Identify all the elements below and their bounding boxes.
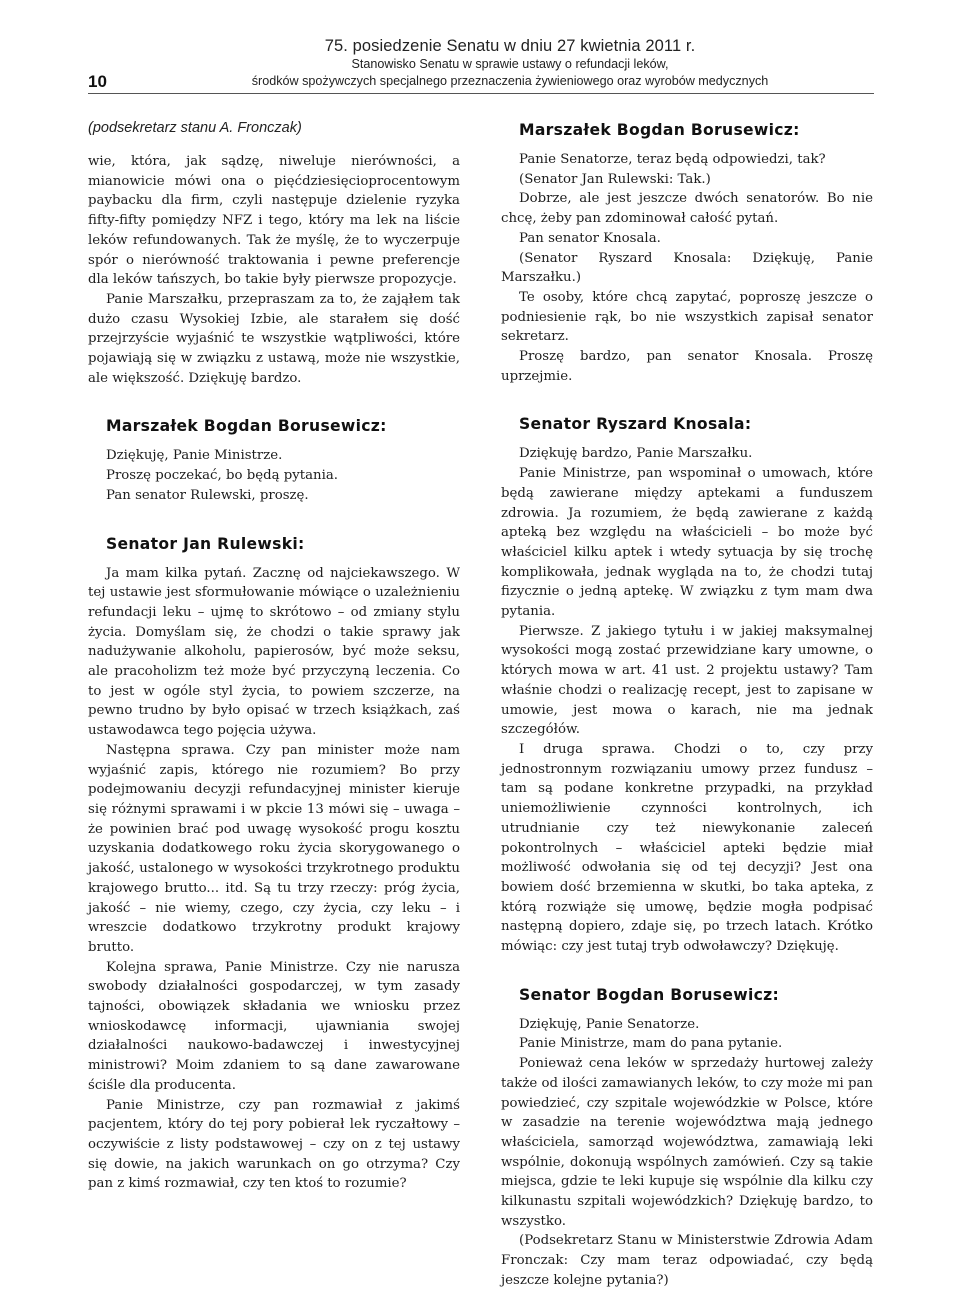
speaker-heading: Senator Ryszard Knosala: xyxy=(519,415,752,434)
running-header xyxy=(150,36,870,90)
paragraph: Dziękuję, Panie Ministrze. xyxy=(106,448,283,464)
paragraph: Kolejna sprawa, Panie Ministrze. Czy nie narusza swobody działalności gospodarczej, w tym zasady tajności, obowiązek składania we wniosku przez wnioskodawcę informacji, ujawniania swojej działalności naukowo-badawczej i inwestycyjnej ministrowi? Moim zdaniem to są dane zawarowane ściśle dla producenta. xyxy=(88,959,460,1093)
speaker-heading: Senator Bogdan Borusewicz: xyxy=(519,985,780,1004)
right-column xyxy=(501,118,873,1291)
page-number: 10 xyxy=(88,72,107,91)
paragraph: Dziękuję bardzo, Panie Marszałku. xyxy=(519,446,753,462)
paragraph: Dziękuję, Panie Senatorze. xyxy=(519,1016,700,1032)
paragraph: Panie Ministrze, czy pan rozmawiał z jakimś pacjentem, który do tej pory pobierał lek ryczałtowy – oczywiście z listy podstawowej – czy on z tej ustawy się dowie, na jakich warunkach on go otrzyma? Czy pan z kimś rozmawiał, czy ten ktoś to rozumie? xyxy=(88,1097,460,1192)
speaker-heading: Marszałek Bogdan Borusewicz: xyxy=(519,121,800,139)
paragraph: Ja mam kilka pytań. Zacznę od najciekawszego. W tej ustawie jest sformułowanie mówiące o uzależnieniu refundacji leku – ujmę to skrótowo – od zmiany stylu życia. Domyślam się, że chodzi o takie sprawy jak nadużywanie alkoholu, papierosów, być może seksu, ale pracoholizm też może być przyczyną leczenia. Co to jest w ogóle styl życia, to powiem szczerze, na pewno trudno by było opisać w trzech książkach, zaś ustawodawca tego pojęcia używa. xyxy=(88,565,460,739)
paragraph: (Podsekretarz Stanu w Ministerstwie Zdrowia Adam Fronczak: Czy mam teraz odpowiadać, czy będą jeszcze kolejne pytania?) xyxy=(501,1233,873,1288)
paragraph: (Senator Ryszard Knosala: Dziękuję, Panie Marszałku.) xyxy=(501,250,873,286)
paragraph: Panie Marszałku, przepraszam za to, że zająłem tak dużo czasu Wysokiej Izbie, ale starałem się dość przejrzyście wyjaśnić te wszystkie wątpliwości, które pojawiają się w związku z ustawą, może nie wszystkie, ale większość. Dziękuję bardzo. xyxy=(88,291,460,386)
paragraph: I druga sprawa. Chodzi o to, czy przy jednostronnym rozwiązaniu umowy przez fundusz – tam są podane konkretne przypadki, na przykład uniemożliwienie czynności kontrolnych, ich utrudnianie czy też niewykonanie zaleceń pokontrolnych – właściciel apteki będzie miał możliwość odwołania się od tej decyzji? Jest ona bowiem dość brzemienna w skutki, bo taka apteka, z którą rozwiąże się umowę, będzie mogła podpisać następną dopiero, zdaje się, po trzech latach. Krótko mówiąc: czy jest tutaj tryb odwoławczy? Dziękuję. xyxy=(501,741,873,955)
paragraph: (Senator Jan Rulewski: Tak.) xyxy=(519,171,711,187)
paragraph: Proszę poczekać, bo będą pytania. xyxy=(106,468,339,484)
paragraph: Proszę bardzo, pan senator Knosala. Proszę uprzejmie. xyxy=(501,349,873,384)
header-rule xyxy=(88,93,874,94)
header-subtitle-2: środków spożywczych specjalnego przeznaczenia żywieniowego oraz wyrobów medycznych xyxy=(251,74,769,88)
paragraph: Pan senator Knosala. xyxy=(519,230,661,246)
speaker-heading: Senator Jan Rulewski: xyxy=(106,534,305,553)
paragraph: wie, która, jak sądzę, niweluje nierówności, a mianowicie mówi ona o pięćdziesięcioprocentowym paybacku dla firm, czyli następuje dzielenie ryzyka fifty-fifty pomiędzy NFZ i tego, który ma lek na liście leków refundowanych. Tak że myślę, że to wyczerpuje spór o nierówność traktowania i pewne preferencje dla leków tańszych, bo takie były pierwsze propozycje. xyxy=(88,154,460,288)
paragraph: Dobrze, ale jest jeszcze dwóch senatorów. Bo nie chcę, żeby pan zdominował całość pytań. xyxy=(501,191,873,227)
paragraph: Następna sprawa. Czy pan minister może nam wyjaśnić zapis, którego nie rozumiem? Bo przy podejmowaniu decyzji refundacyjnej minister kieruje się różnymi sprawami i w pkcie 13 mówi się – uwaga – że powinien brać pod uwagę wysokość progu kosztu uzyskania dodatkowego roku życia skorygowanego o jakość, ustalonego w wysokości trzykrotnego produktu krajowego brutto... itd. Są tu trzy rzeczy: próg życia, jakość – nie wiemy, czego, czy życia, czy leku – i wreszcie dodatkowo trzykrotny produkt krajowy brutto. xyxy=(88,742,460,955)
speaker-role-note: (podsekretarz stanu A. Fronczak) xyxy=(88,120,302,136)
paragraph: Pierwsze. Z jakiego tytułu i w jakiej maksymalnej wysokości mogą zostać przewidziane kary umowne, o których mowa w art. 41 ust. 2 projektu ustawy? Tam właśnie chodzi o realizację recept, jest to zapisane w umowie, jest mowa o karach, nie ma jednak szczegółów. xyxy=(501,623,873,738)
header-title: 75. posiedzenie Senatu w dniu 27 kwietnia 2011 r. xyxy=(324,37,696,55)
paragraph: Pan senator Rulewski, proszę. xyxy=(106,487,309,503)
paragraph: Panie Ministrze, pan wspominał o umowach, które będą zawierane między aptekami a funduszem zdrowia. Ja rozumiem, że będą zawierane z każdą apteką bez względu na właścicieli – bo może być właściciel kilku aptek i wtedy sytuacja by się trochę komplikowała, jednak wygląda na to, że chodzi tutaj fizycznie o jedną aptekę. W związku z tym mam dwa pytania. xyxy=(501,466,873,620)
paragraph: Ponieważ cena leków w sprzedaży hurtowej zależy także od ilości zamawianych leków, to czy może mi pan powiedzieć, czy szpitale wojewódzkie w Polsce, które w zasadzie na terenie województwa mają jednego właściciela, samorząd województwa, zamawiają leki wspólnie, dokonują wspólnych zamówień. Czy są takie miejsca, gdzie te leki kupuje się wspólnie dla kilku czy kilkunastu szpitali wojewódzkich? Dziękuję bardzo, to wszystko. xyxy=(501,1056,873,1229)
paragraph: Panie Ministrze, mam do pana pytanie. xyxy=(519,1036,783,1052)
paragraph: Panie Senatorze, teraz będą odpowiedzi, tak? xyxy=(519,152,826,167)
left-column xyxy=(88,118,460,1194)
speaker-heading: Marszałek Bogdan Borusewicz: xyxy=(106,417,387,436)
paragraph: Te osoby, które chcą zapytać, poproszę jeszcze o podniesienie rąk, bo nie wszystkich zapisał senator sekretarz. xyxy=(501,289,873,345)
header-subtitle-1: Stanowisko Senatu w sprawie ustawy o refundacji leków, xyxy=(351,57,669,71)
